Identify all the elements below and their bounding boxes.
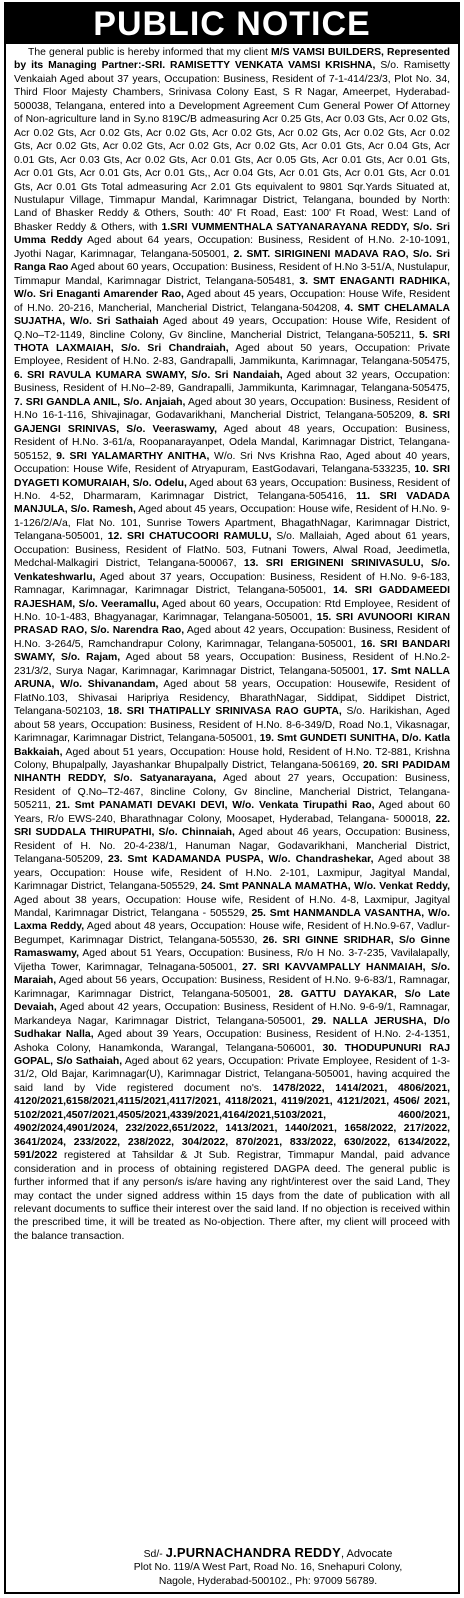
- notice-text-segment: Aged about 42 years, Occupation: Business, Resident of H.No. 3-264/5, Ramchandrapur Colony, Karimnagar, Telangana-505001,: [14, 625, 450, 650]
- notice-text-segment: Aged about 38 years, Occupation: House wife, Resident of H.No. 2-101, Laxmipur, Jagityal Mandal, Karimnagar District, Telangana-505529,: [14, 854, 450, 893]
- notice-text-segment: Aged about 37 years, Occupation: Business, Resident of H.No. 9-6-183, Ramnagar, Karimnagar, Karimnagar District, Telangana-505001,: [14, 571, 450, 597]
- notice-bold-segment: 13. SRI ERIGINENI SRINIVASULU, S/o. Venkateshwarlu,: [14, 558, 450, 583]
- notice-text-segment: S/o. Mallaiah, Aged about 61 years, Occupation: Business, Resident of FlatNo. 503, Futnani Towers, Alwal Road, Jeedimetla, Medchal-Malkagiri District, Telangana-500067,: [14, 531, 450, 570]
- notice-bold-segment: 26. SRI GINNE SRIDHAR, S/o Ginne Ramaswamy,: [14, 934, 450, 960]
- notice-text-segment: Aged about 27 years, Occupation: Business, Resident of Q.No–T2-467, 8incline Colony, Gv 8incline, Mancherial District, Telangana-505211,: [14, 773, 450, 812]
- notice-text-segment: Aged about 49 years, Occupation: House Wife, Resident of Q.No–T2-1149, 8incline Colony, Gv 8incline, Mancherial District, Telangana-505211,: [14, 316, 450, 341]
- notice-bold-segment: 19. Smt GUNDETI SUNITHA, D/o. Katla Bakkaiah,: [14, 733, 450, 758]
- notice-text-segment: Aged about 45 years, Occupation: House wife, Resident of H.No. 9-1-126/2/A/a, Flat No. 101, Sunrise Towers Apartment, BhagathNagar, Karimnagar District, Telangana-505001,: [14, 504, 450, 543]
- notice-text-segment: registered at Tahsildar & Jt Sub. Registrar, Timmapur Mandal, paid advance consideration and in process of obtaining registered DAGPA deed. The general public is further informed that if any person/s is/are having any right/interest over the said Land, They may contact the under signed address within 15 days from the date of publication with all relevant documents to suffice their interest over the said land. If no objection is received within the prescribed time, it will be treated as No-objection. There after, my client will proceed with the balance transaction.: [14, 1150, 450, 1242]
- notice-text-segment: Aged about 38 years, Occupation: House wife, Resident of H.No. 4-8, Laxmipur, Jagityal Mandal, Karimnagar District, Telangana - 505529,: [14, 894, 450, 919]
- notice-text-segment: Aged about 60 years, Occupation: Business, Resident of H.No 3-51/A, Nustulapur, Timmapur Mandal, Karimnagar District, Telangana-505481,: [14, 262, 450, 287]
- notice-bold-segment: 1478/2022, 1414/2021, 4806/2021, 4120/2021,6158/2021,4115/2021,4117/2021, 4118/2021, 4119/2021, 4121/2021, 4506/ 2021, 5102/2021,4507/2021,4505/2021,4339/2021,4164/2021,5103/2021, 4600/2021, 4902/2024,4901/2024, 232/2022,651/2022, 1413/2021, 1440/2021, 1658/2022, 217/2022, 3641/2024, 233/2022, 238/2022, 304/2022, 870/2021, 833/2022, 630/2022, 6134/2022, 591/2022: [14, 1082, 450, 1162]
- notice-bold-segment: 11. SRI VADADA MANJULA, S/o. Ramesh,: [14, 490, 450, 516]
- notice-bold-segment: M/S VAMSI BUILDERS, Represented by its Managing Partner:-SRI. RAMISETTY VENKATA VAMSI KRISHNA,: [14, 47, 450, 72]
- notice-bold-segment: 24. Smt PANNALA MAMATHA, W/o. Venkat Reddy,: [201, 881, 450, 893]
- notice-bold-segment: 9. SRI YALAMARTHY ANITHA,: [56, 450, 210, 462]
- notice-text-segment: Aged about 58 years, Occupation: Business, Resident of H.No.2-231/3/2, Surya Nagar, Karimnagar, Karimnagar District, Telangana-505001,: [14, 652, 450, 677]
- signature-prefix: Sd/-: [143, 1548, 163, 1560]
- notice-bold-segment: 8. SRI GAJENGI SRINIVAS, S/o. Veeraswamy,: [14, 410, 451, 435]
- notice-bold-segment: 21. Smt PANAMATI DEVAKI DEVI, W/o. Venkata Tirupathi Rao,: [55, 800, 375, 812]
- notice-bold-segment: 29. NALLA JERUSHA, D/o Sudhakar Nalla,: [14, 1015, 450, 1041]
- advocate-role: , Advocate: [341, 1547, 393, 1560]
- notice-text-segment: Aged about 56 years, Occupation: Business, Resident of H.No. 9-6-83/1, Ramnagar, Karimnagar, Karimnagar District, Telangana-505001,: [14, 975, 450, 1000]
- notice-text-segment: Aged about 63 years, Occupation: Business, Resident of H.No. 4-52, Dharmaram, Karimnagar District, Telangana-505416,: [14, 477, 450, 502]
- notice-text-segment: Aged about 60 years, Occupation: Rtd Employee, Resident of H.No. 10-1-483, Bhagyanagar, Karimnagar, Telangana-505001,: [14, 598, 450, 624]
- notice-text-segment: S/o. Ramisetty Venkaiah Aged about 37 years, Occupation: Business, Resident of 7-1-414/23/3, Plot No. 34, Third Floor Majesty Chambers, Srinivasa Colony East, S R Nagar, Ameerpet, Hyderabad-500038, Telangana, entered into a Development Agreement Cum General Power Of Attorney of Non-agriculture land in Sy.no 819C/B admeasuring Acr 0.25 Gts, Acr 0.03 Gts, Acr 0.02 Gts, Acr 0.02 Gts, Acr 0.02 Gts, Acr 0.02 Gts, Acr 0.02 Gts, Acr 0.02 Gts, Acr 0.02 Gts, Acr 0.02 Gts, Acr 0.02 Gts, Acr 0.02 Gts, Acr 0.02 Gts, Acr 0.02 Gts, Acr 0.01 Gts, Acr 0.04 Gts, Acr 0.01 Gts, Acr 0.03 Gts, Acr 0.02 Gts, Acr 0.01 Gts, Acr 0.05 Gts, Acr 0.01 Gts, Acr 0.01 Gts, Acr 0.01 Gts, Acr 0.01 Gts, Acr 0.01 Gts,, Acr 0.04 Gts, Acr 0.01 Gts, Acr 0.01 Gts, Acr 0.01 Gts, Acr 0.01 Gts Total admeasuring Acr 2.01 Gts equivalent to 9801 Sqr.Yards Situated at, Nustulapur Village, Timmapur Mandal, Karimnagar District, Telangana, bounded by North: Land of Bhasker Reddy & Others, South: 40' Ft Road, East: 100' Ft Road, West: Land of Bhasker Reddy & Others, with: [14, 60, 450, 233]
- notice-text-segment: W/o. Sri Nvs Krishna Rao, Aged about 40 years, Occupation: House Wife, Resident of Atryapuram, EastGodavari, Telangana-533235,: [14, 450, 450, 476]
- notice-bold-segment: 10. SRI DYAGETI KOMURAIAH, S/o. Odelu,: [14, 464, 450, 489]
- notice-bold-segment: 18. SRI THATIPALLY SRINIVASA RAO GUPTA,: [107, 706, 342, 718]
- notice-text-segment: Aged about 32 years, Occupation: Business, Resident of H.No–2-89, Gandrapalli, Jammikunta, Karimnagar, Telangana-505475,: [14, 369, 450, 395]
- notice-text-segment: Aged about 45 years, Occupation: House Wife, Resident of H.No. 20-216, Mancherial, Mancherial District, Telangana-504208,: [14, 289, 450, 314]
- notice-text-segment: Aged about 51 years, Occupation: House hold, Resident of H.No. T2-881, Krishna Colony, Bhupalpally, Jayashankar Bhupalpally District, Telangana-506169,: [14, 746, 450, 772]
- notice-bold-segment: 28. GATTU DAYAKAR, S/o Late Devaiah,: [14, 988, 451, 1014]
- notice-bold-segment: 12. SRI CHATUCOORI RAMULU,: [107, 531, 272, 543]
- notice-bold-segment: 6. SRI RAVULA KUMARA SWAMY, S/o. Sri Nandaiah,: [14, 369, 283, 381]
- notice-text-segment: Aged about 64 years, Occupation: Business, Resident of H.No. 2-10-1091, Jyothi Nagar, Karimnagar, Telangana-505001,: [14, 235, 450, 260]
- notice-title: PUBLIC NOTICE: [6, 4, 458, 44]
- notice-body: [6, 44, 458, 1243]
- notice-text-segment: Aged about 60 Years, R/o EWS-240, Bharathnagar Colony, Moosapet, Hyderabad, Telangana- 500018,: [14, 800, 450, 825]
- notice-bold-segment: 23. Smt KADAMANDA PUSPA, W/o. Chandrashekar,: [108, 854, 374, 866]
- notice-bold-segment: 1.SRI VUMMENTHALA SATYANARAYANA REDDY, S/o. Sri Umma Reddy: [14, 221, 450, 247]
- notice-bold-segment: 20. SRI PADIDAM NIHANTH REDDY, S/o. Satyanarayana,: [14, 760, 450, 785]
- notice-text-segment: Aged about 51 Years, Occupation: Business, R/o H No. 3-7-235, Vavilalapally, Vijetha Tower, Karimnagar, Telnagana-505001,: [14, 948, 450, 973]
- notice-text-segment: Aged about 46 years, Occupation: Business, Resident of H. No. 20-4-238/1, Hanuman Nagar, Godavarikhani, Mancherial District, Telangana-505209,: [14, 827, 450, 866]
- notice-text-segment: Aged about 48 years, Occupation: Business, Resident of H.No. 3-61/a, Roopanarayanpet, Odela Mandal, Karimnagar District, Telangana-505152,: [14, 423, 450, 462]
- notice-text-segment: Aged about 30 years, Occupation: Business, Resident of H.No 16-1-116, Shivajinagar, Godavarikhani, Mancherial District, Telangana-505209,: [14, 396, 450, 422]
- notice-text-segment: The general public is hereby informed that my client: [28, 47, 272, 58]
- notice-text-segment: Aged about 39 Years, Occupation: Business, Resident of H.No. 2-4-1351, Ashoka Colony, Hanamkonda, Warangal, Telangana-506001,: [14, 1029, 450, 1054]
- notice-bold-segment: 30. THODUPUNURI RAJ GOPAL, S/o Sathaiah,: [14, 1042, 450, 1067]
- notice-bold-segment: 4. SMT CHELAMALA SUJATHA, W/o. Sri Sathaiah: [14, 302, 451, 328]
- notice-bold-segment: 27. SRI KAVVAMPALLY HANMAIAH, S/o. Maraiah,: [14, 961, 450, 987]
- notice-text-segment: Aged about 50 years, Occupation: Private Employee, Resident of H.No. 2-83, Gandrapalli, Jammikunta, Karimnagar, Telangana-505475,: [14, 342, 450, 368]
- notice-bold-segment: 22. SRI SUDDALA THIRUPATHI, S/o. Chinnaiah,: [14, 813, 450, 839]
- notice-bold-segment: 2. SMT. SIRIGINENI MADAVA RAO, S/o. Sri Ranga Rao: [14, 248, 450, 274]
- notice-bold-segment: 5. SRI THOTA LAXMAIAH, S/o. Sri Chandraiah,: [14, 329, 450, 354]
- notice-text-segment: Aged about 42 years, Occupation: Business, Resident of H.No. 9-6-9/1, Ramnagar, Markandeya Nagar, Karimnagar District, Telangana-505001,: [14, 1002, 450, 1027]
- signature-name-line: [88, 1546, 448, 1562]
- notice-text-segment: Aged about 58 years, Occupation: Housewife, Resident of FlatNo.103, Shivasai Haripriya Residency, BharathNagar, Siddipat, Siddipet District, Telangana-502103,: [14, 679, 450, 718]
- notice-bold-segment: 3. SMT ENAGANTI RADHIKA, W/o. Sri Enaganti Amarender Rao,: [14, 275, 450, 301]
- address-line-2: Nagole, Hyderabad-500102., Ph: 97009 56789.: [158, 1575, 378, 1587]
- notice-text-segment: Aged about 62 years, Occupation: Private Employee, Resident of 1-3-31/2, Old Bajar, Karimnagar(U), Karimnagar District, Telangana-505001, having acquired the said land by Vide registered document no's.: [14, 1055, 450, 1094]
- notice-bold-segment: 14. SRI GADDAMEEDI RAJESHAM, S/o. Veeramallu,: [14, 585, 450, 610]
- notice-bold-segment: 25. Smt HANMANDLA VASANTHA, W/o. Laxma Reddy,: [14, 908, 450, 933]
- notice-bold-segment: 16. SRI BANDARI SWAMY, S/o. Rajam,: [14, 638, 450, 664]
- notice-bold-segment: 17. Smt NALLA ARUNA, W/o. Shivanandam,: [14, 665, 450, 691]
- notice-text-segment: S/o. Harikishan, Aged about 58 years, Occupation: Business, Resident of H.No. 8-6-349/D, Road No.1, Vikasnagar, Karimnagar, Karimnagar District, Telangana-505001,: [14, 706, 450, 745]
- signature-block: [88, 1546, 448, 1589]
- address-line-1: Plot No. 119/A West Part, Road No. 16, Snehapuri Colony,: [133, 1562, 403, 1573]
- advocate-name: J.PURNACHANDRA REDDY: [165, 1544, 341, 1560]
- notice-bold-segment: 15. SRI AVUNOORI KIRAN PRASAD RAO, S/o. Narendra Rao,: [14, 612, 450, 637]
- notice-text-segment: Aged about 48 years, Occupation: House wife, Resident of H.No.9-67, Vadlur-Begumpet, Karimnagar District, Telangana-505530,: [14, 921, 450, 946]
- notice-bold-segment: 7. SRI GANDLA ANIL, S/o. Anjaiah,: [14, 396, 186, 408]
- public-notice: [4, 2, 460, 1594]
